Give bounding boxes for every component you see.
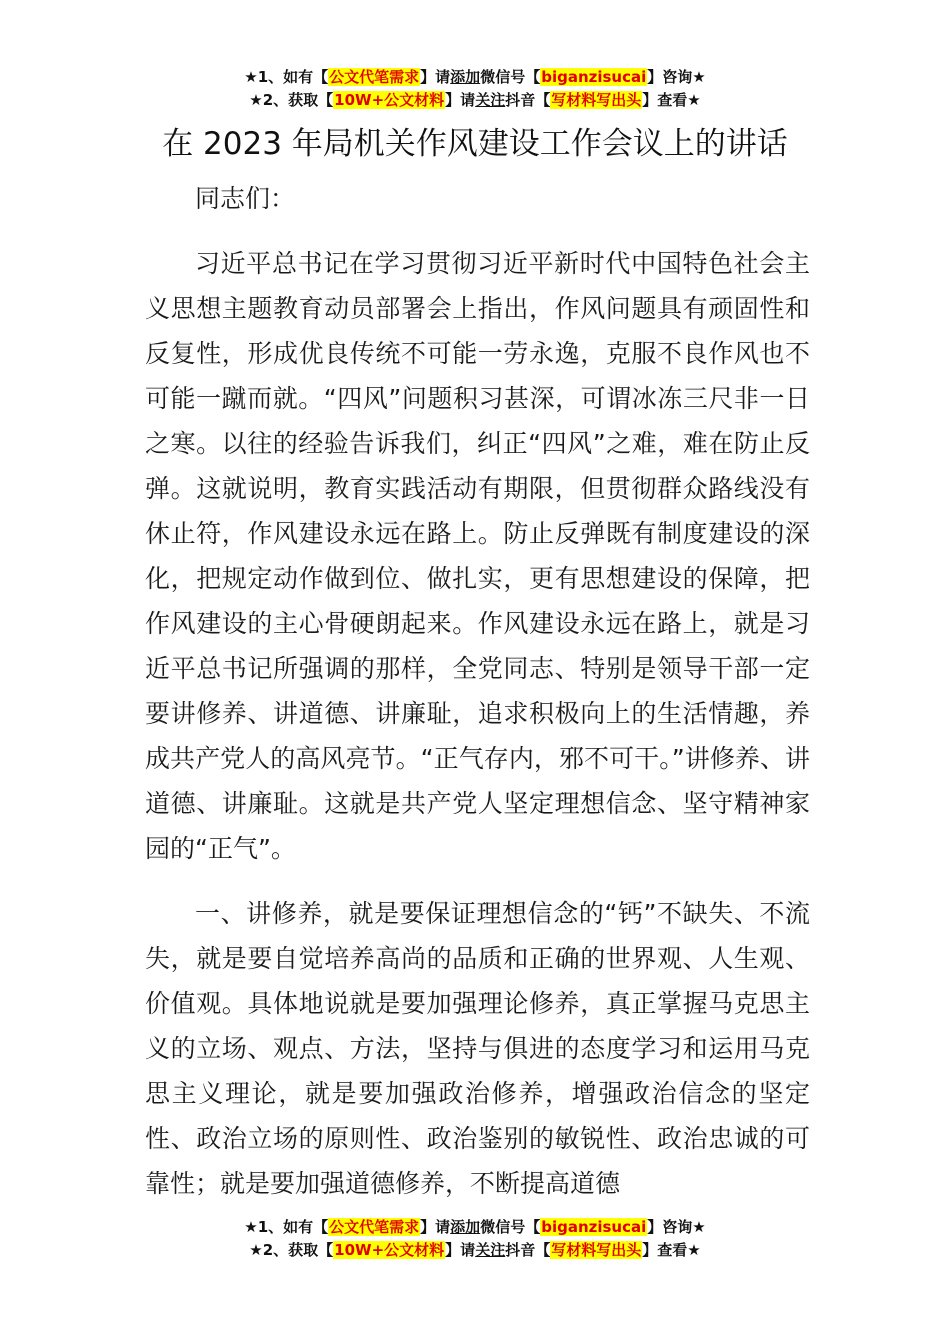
- star-icon: ★: [249, 1241, 263, 1259]
- promo-line-2: ★2、获取【10W+公文材料】请关注抖音【写材料写出头】查看★: [249, 91, 701, 109]
- star-icon: ★: [244, 68, 258, 86]
- star-icon: ★: [687, 1241, 701, 1259]
- star-icon: ★: [249, 91, 263, 109]
- document-body: [145, 176, 810, 1206]
- promo-banner-top: [0, 66, 950, 112]
- paragraph: 一、讲修养，就是要保证理想信念的“钙”不缺失、不流失，就是要自觉培养高尚的品质和正确的世界观、人生观、价值观。具体地说就是要加强理论修养，真正掌握马克思主义的立场、观点、方法，坚持与俱进的态度学习和运用马克思主义理论，就是要加强政治修养，增强政治信念的坚定性、政治立场的原则性、政治鉴别的敏锐性、政治忠诚的可靠性；就是要加强道德修养，不断提高道德: [145, 899, 810, 1198]
- star-icon: ★: [692, 68, 706, 86]
- highlight-douyin-account: 写材料写出头: [551, 1241, 642, 1259]
- promo-line-1: ★1、如有【公文代笔需求】请添加微信号【biganzisucai】咨询★: [244, 1218, 706, 1236]
- promo-line-1: ★1、如有【公文代笔需求】请添加微信号【biganzisucai】咨询★: [244, 68, 706, 86]
- star-icon: ★: [687, 91, 701, 109]
- highlight-service: 公文代笔需求: [329, 1218, 420, 1236]
- highlight-wechat-id: biganzisucai: [541, 1218, 647, 1236]
- highlight-wechat-id: biganzisucai: [541, 68, 647, 86]
- star-icon: ★: [692, 1218, 706, 1236]
- highlight-materials: 10W+公文材料: [334, 91, 445, 109]
- star-icon: ★: [244, 1218, 258, 1236]
- paragraph: 习近平总书记在学习贯彻习近平新时代中国特色社会主义思想主题教育动员部署会上指出，作风问题具有顽固性和反复性，形成优良传统不可能一劳永逸，克服不良作风也不可能一蹴而就。“四风”问题积习甚深，可谓冰冻三尺非一日之寒。以往的经验告诉我们，纠正“四风”之难，难在防止反弹。这就说明，教育实践活动有期限，但贯彻群众路线没有休止符，作风建设永远在路上。防止反弹既有制度建设的深化，把规定动作做到位、做扎实，更有思想建设的保障，把作风建设的主心骨硬朗起来。作风建设永远在路上，就是习近平总书记所强调的那样，全党同志、特别是领导干部一定要讲修养、讲道德、讲廉耻，追求积极向上的生活情趣，养成共产党人的高风亮节。“正气存内，邪不可干。”讲修养、讲道德、讲廉耻。这就是共产党人坚定理想信念、坚守精神家园的“正气”。: [145, 249, 810, 863]
- highlight-service: 公文代笔需求: [329, 68, 420, 86]
- document-title: 在 2023 年局机关作风建设工作会议上的讲话: [162, 126, 788, 162]
- promo-banner-bottom: [0, 1216, 950, 1262]
- highlight-douyin-account: 写材料写出头: [551, 91, 642, 109]
- greeting: 同志们：: [195, 184, 296, 213]
- highlight-materials: 10W+公文材料: [334, 1241, 445, 1259]
- promo-line-2: ★2、获取【10W+公文材料】请关注抖音【写材料写出头】查看★: [249, 1241, 701, 1259]
